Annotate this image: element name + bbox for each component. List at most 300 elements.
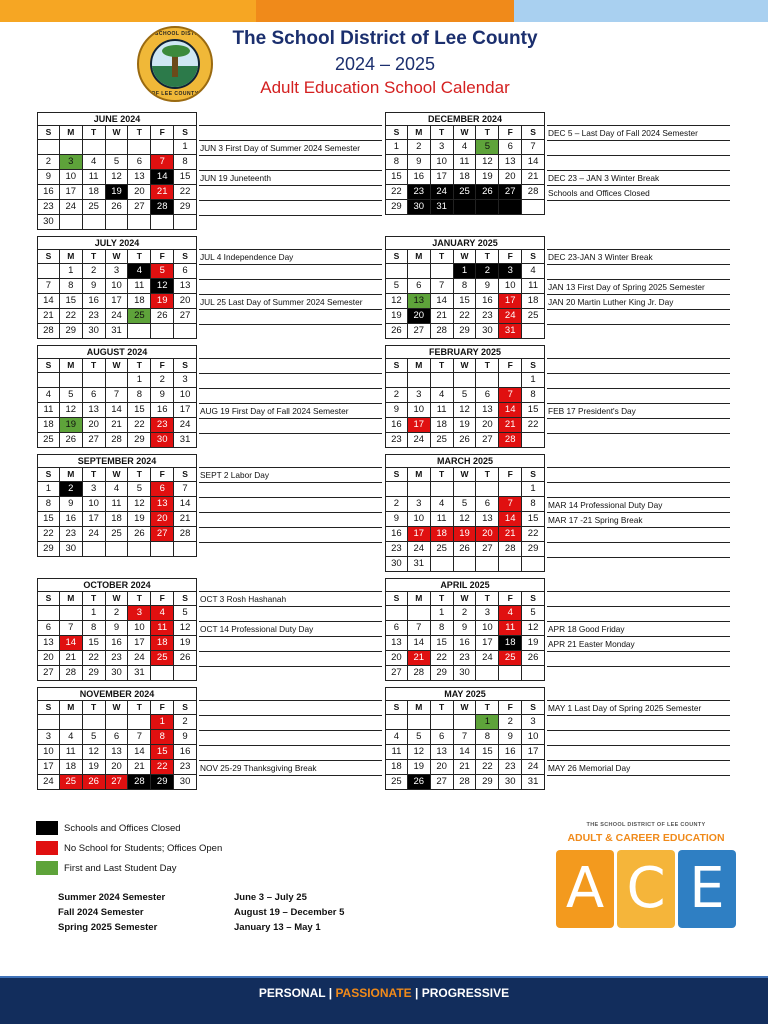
day-cell: 26 [454,433,477,448]
empty-day-cell [60,140,83,155]
weekday-header: S [37,126,60,140]
month-notes [199,454,382,543]
day-cell: 18 [385,760,408,775]
day-cell: 23 [83,309,106,324]
empty-day-cell [408,715,431,730]
empty-day-cell [431,715,454,730]
day-cell: 22 [83,651,106,666]
day-cell: 15 [83,636,106,651]
weekday-header: W [106,701,129,715]
day-cell: 10 [499,279,522,294]
day-cell: 11 [151,621,174,636]
weekday-header: M [408,250,431,264]
weekday-header: T [476,468,499,482]
day-cell: 8 [454,279,477,294]
note-line [547,716,730,731]
empty-day-cell [431,557,454,572]
day-cell: 18 [151,636,174,651]
empty-day-cell [476,200,499,215]
day-cell: 2 [60,482,83,497]
weekday-header: T [128,250,151,264]
day-cell: 21 [60,651,83,666]
day-cell: 6 [476,388,499,403]
note-line: MAY 1 Last Day of Spring 2025 Semester [547,701,730,716]
day-cell: 17 [408,527,431,542]
month-calendar [37,345,197,448]
weekday-header: S [385,250,408,264]
note-line [547,374,730,389]
month-grid [385,359,545,448]
day-cell: 21 [106,418,129,433]
day-cell: 17 [83,512,106,527]
day-cell: 5 [151,264,174,279]
month-notes [547,578,730,667]
empty-day-cell [408,606,431,621]
month-notes [199,578,382,667]
legend-label: First and Last Student Day [64,862,177,874]
day-cell: 9 [454,621,477,636]
empty-day-cell [37,373,60,388]
empty-day-cell [60,215,83,230]
weekday-header: T [83,592,106,606]
day-cell: 12 [83,745,106,760]
month-grid [385,468,545,572]
day-cell: 4 [128,264,151,279]
weekday-header: S [37,468,60,482]
day-cell: 24 [60,200,83,215]
tagline-passionate: PASSIONATE [335,986,412,1000]
day-cell: 19 [454,527,477,542]
day-cell: 31 [431,200,454,215]
day-cell: 14 [151,170,174,185]
weekday-header: F [151,701,174,715]
empty-day-cell [128,215,151,230]
day-cell: 25 [60,775,83,790]
day-cell: 9 [499,730,522,745]
day-cell: 12 [151,279,174,294]
day-cell: 2 [454,606,477,621]
note-line [547,592,730,607]
note-line [547,731,730,746]
note-line [547,483,730,498]
note-line [547,345,730,359]
legend-label: No School for Students; Offices Open [64,842,223,854]
day-cell: 30 [408,200,431,215]
month-title: JULY 2024 [37,236,197,250]
note-line: FEB 17 President's Day [547,404,730,419]
day-cell: 27 [408,324,431,339]
day-cell: 9 [151,388,174,403]
weekday-header: S [522,592,545,606]
empty-day-cell [476,666,499,681]
day-cell: 10 [408,512,431,527]
note-line: DEC 23 – JAN 3 Winter Break [547,171,730,186]
weekday-header: F [151,126,174,140]
day-cell: 11 [37,403,60,418]
note-line [547,543,730,558]
day-cell: 29 [37,542,60,557]
month-grid [385,126,545,215]
day-cell: 15 [522,403,545,418]
day-cell: 7 [174,482,197,497]
day-cell: 13 [174,279,197,294]
day-cell: 2 [385,497,408,512]
day-cell: 31 [499,324,522,339]
day-cell: 30 [60,542,83,557]
day-cell: 21 [499,418,522,433]
day-cell: 12 [106,170,129,185]
note-line [199,265,382,280]
day-cell: 9 [385,512,408,527]
top-bar-blue [514,0,768,22]
weekday-header: T [128,359,151,373]
month-title: MARCH 2025 [385,454,545,468]
day-cell: 18 [106,512,129,527]
month-title: JUNE 2024 [37,112,197,126]
day-cell: 27 [431,775,454,790]
day-cell: 29 [476,775,499,790]
school-year: 2024 – 2025 [334,54,436,74]
day-cell: 2 [408,140,431,155]
seal-text-bottom: OF LEE COUNTY [151,91,199,97]
weekday-header: W [106,250,129,264]
day-cell: 19 [385,309,408,324]
ace-logo-subtitle: ADULT & CAREER EDUCATION [567,832,725,844]
day-cell: 16 [408,170,431,185]
empty-day-cell [106,215,129,230]
day-cell: 7 [37,279,60,294]
day-cell: 26 [454,542,477,557]
day-cell: 28 [128,775,151,790]
day-cell: 11 [106,497,129,512]
weekday-header: W [454,701,477,715]
month-notes [199,345,382,434]
day-cell: 16 [174,745,197,760]
day-cell: 29 [385,200,408,215]
note-line [547,112,730,126]
ace-logo [553,822,739,940]
note-line [547,652,730,667]
day-cell: 28 [454,775,477,790]
day-cell: 29 [60,324,83,339]
day-cell: 1 [385,140,408,155]
day-cell: 13 [476,403,499,418]
day-cell: 24 [83,527,106,542]
day-cell: 22 [522,527,545,542]
day-cell: 10 [522,730,545,745]
weekday-header: T [431,592,454,606]
day-cell: 18 [83,185,106,200]
day-cell: 9 [106,621,129,636]
note-line: DEC 5 – Last Day of Fall 2024 Semester [547,126,730,141]
weekday-header: S [174,126,197,140]
day-cell: 20 [408,309,431,324]
day-cell: 17 [408,418,431,433]
day-cell: 22 [522,418,545,433]
semester-row [58,922,344,937]
weekday-header: S [385,468,408,482]
empty-day-cell [128,542,151,557]
weekday-header: W [454,359,477,373]
weekday-header: T [431,359,454,373]
day-cell: 25 [431,542,454,557]
day-cell: 22 [476,760,499,775]
day-cell: 1 [431,606,454,621]
month-notes [199,112,382,216]
day-cell: 12 [174,621,197,636]
day-cell: 31 [174,433,197,448]
legend-swatch-closed [36,821,58,835]
note-line: JAN 20 Martin Luther King Jr. Day [547,295,730,310]
calendar-subtitle: Adult Education School Calendar [260,78,510,97]
legend-item-no-students [36,838,222,858]
empty-day-cell [522,324,545,339]
day-cell: 15 [476,745,499,760]
day-cell: 26 [522,651,545,666]
day-cell: 28 [106,433,129,448]
empty-day-cell [431,482,454,497]
month-title: NOVEMBER 2024 [37,687,197,701]
month-notes [547,236,730,325]
weekday-header: S [37,250,60,264]
day-cell: 3 [499,264,522,279]
day-cell: 2 [83,264,106,279]
day-cell: 13 [128,170,151,185]
day-cell: 31 [522,775,545,790]
day-cell: 9 [408,155,431,170]
empty-day-cell [128,140,151,155]
day-cell: 24 [37,775,60,790]
day-cell: 21 [174,512,197,527]
day-cell: 15 [522,512,545,527]
day-cell: 6 [174,264,197,279]
day-cell: 14 [431,294,454,309]
empty-day-cell [499,200,522,215]
day-cell: 18 [128,294,151,309]
day-cell: 18 [431,418,454,433]
day-cell: 25 [385,775,408,790]
footer-tagline [0,986,768,1000]
weekday-header: T [83,468,106,482]
note-line [547,578,730,592]
day-cell: 24 [431,185,454,200]
weekday-header: F [151,250,174,264]
day-cell: 24 [128,651,151,666]
empty-day-cell [408,264,431,279]
tagline-progressive: PROGRESSIVE [421,986,510,1000]
top-bar-orange [256,0,514,22]
empty-day-cell [174,215,197,230]
day-cell: 4 [37,388,60,403]
day-cell: 21 [454,760,477,775]
day-cell: 8 [522,388,545,403]
ace-letter-e: E [678,850,736,928]
month-title: SEPTEMBER 2024 [37,454,197,468]
day-cell: 22 [454,309,477,324]
note-line [547,236,730,250]
day-cell: 25 [106,527,129,542]
weekday-header: S [174,359,197,373]
day-cell: 5 [106,155,129,170]
day-cell: 24 [499,309,522,324]
weekday-header: M [60,126,83,140]
day-cell: 12 [454,512,477,527]
day-cell: 11 [385,745,408,760]
weekday-header: S [174,468,197,482]
empty-day-cell [522,200,545,215]
day-cell: 1 [522,482,545,497]
day-cell: 19 [83,760,106,775]
day-cell: 1 [60,264,83,279]
day-cell: 16 [385,418,408,433]
note-line [547,389,730,404]
day-cell: 28 [408,666,431,681]
month-calendar [385,112,545,215]
day-cell: 15 [174,170,197,185]
weekday-header: M [408,592,431,606]
note-line [199,359,382,374]
day-cell: 20 [476,527,499,542]
empty-day-cell [476,482,499,497]
note-line [199,280,382,295]
note-line: MAR 17 -21 Spring Break [547,513,730,528]
note-line [199,310,382,325]
weekday-header: M [60,359,83,373]
note-line [547,359,730,374]
month-title: FEBRUARY 2025 [385,345,545,359]
semester-range: January 13 – May 1 [234,922,321,933]
day-cell: 9 [83,279,106,294]
month-title: MAY 2025 [385,687,545,701]
day-cell: 1 [37,482,60,497]
day-cell: 7 [128,730,151,745]
day-cell: 9 [385,403,408,418]
note-line [199,607,382,622]
weekday-header: S [522,126,545,140]
note-line: JUN 3 First Day of Summer 2024 Semester [199,141,382,156]
empty-day-cell [476,557,499,572]
empty-day-cell [385,373,408,388]
day-cell: 3 [431,140,454,155]
note-line: AUG 19 First Day of Fall 2024 Semester [199,404,382,419]
legend-label: Schools and Offices Closed [64,822,181,834]
weekday-header: F [499,126,522,140]
note-line [547,746,730,761]
day-cell: 2 [476,264,499,279]
note-line [199,637,382,652]
empty-day-cell [83,715,106,730]
note-line: SEPT 2 Labor Day [199,468,382,483]
day-cell: 7 [522,140,545,155]
weekday-header: T [83,126,106,140]
day-cell: 24 [174,418,197,433]
weekday-header: W [106,126,129,140]
note-line: OCT 14 Professional Duty Day [199,622,382,637]
empty-day-cell [385,482,408,497]
day-cell: 21 [408,651,431,666]
day-cell: 29 [522,542,545,557]
day-cell: 20 [151,512,174,527]
day-cell: 5 [385,279,408,294]
day-cell: 18 [454,170,477,185]
weekday-header: T [476,592,499,606]
empty-day-cell [522,557,545,572]
weekday-header: S [37,701,60,715]
day-cell: 21 [499,527,522,542]
day-cell: 30 [106,666,129,681]
semester-name: Summer 2024 Semester [58,892,166,903]
day-cell: 12 [128,497,151,512]
day-cell: 23 [454,651,477,666]
day-cell: 28 [522,185,545,200]
day-cell: 15 [60,294,83,309]
day-cell: 17 [174,403,197,418]
note-line [199,687,382,701]
note-line [199,389,382,404]
day-cell: 29 [128,433,151,448]
day-cell: 23 [37,200,60,215]
day-cell: 27 [476,542,499,557]
month-title: JANUARY 2025 [385,236,545,250]
month-notes [547,687,730,776]
district-title: The School District of Lee County [232,28,538,49]
day-cell: 8 [37,497,60,512]
day-cell: 7 [499,497,522,512]
note-line: MAY 26 Memorial Day [547,761,730,776]
day-cell: 11 [499,621,522,636]
month-grid [37,468,197,557]
day-cell: 20 [174,294,197,309]
note-line: NOV 25-29 Thanksgiving Break [199,761,382,776]
day-cell: 5 [454,388,477,403]
weekday-header: T [431,701,454,715]
day-cell: 27 [106,775,129,790]
day-cell: 16 [60,512,83,527]
empty-day-cell [151,324,174,339]
month-title: AUGUST 2024 [37,345,197,359]
day-cell: 9 [60,497,83,512]
day-cell: 18 [499,636,522,651]
month-title: APRIL 2025 [385,578,545,592]
day-cell: 21 [128,760,151,775]
day-cell: 3 [408,388,431,403]
day-cell: 12 [476,155,499,170]
empty-day-cell [37,264,60,279]
day-cell: 15 [431,636,454,651]
day-cell: 13 [151,497,174,512]
month-calendar [37,578,197,681]
day-cell: 10 [408,403,431,418]
note-line [547,528,730,543]
empty-day-cell [151,666,174,681]
day-cell: 11 [128,279,151,294]
day-cell: 29 [454,324,477,339]
day-cell: 12 [408,745,431,760]
weekday-header: S [385,701,408,715]
day-cell: 8 [522,497,545,512]
empty-day-cell [151,542,174,557]
day-cell: 16 [385,527,408,542]
day-cell: 25 [499,651,522,666]
weekday-header: F [499,359,522,373]
day-cell: 28 [60,666,83,681]
day-cell: 30 [454,666,477,681]
note-line [199,578,382,592]
ace-letter-c: C [617,850,675,928]
note-line: APR 18 Good Friday [547,622,730,637]
day-cell: 19 [106,185,129,200]
ace-logo-district: THE SCHOOL DISTRICT OF LEE COUNTY [586,822,706,828]
